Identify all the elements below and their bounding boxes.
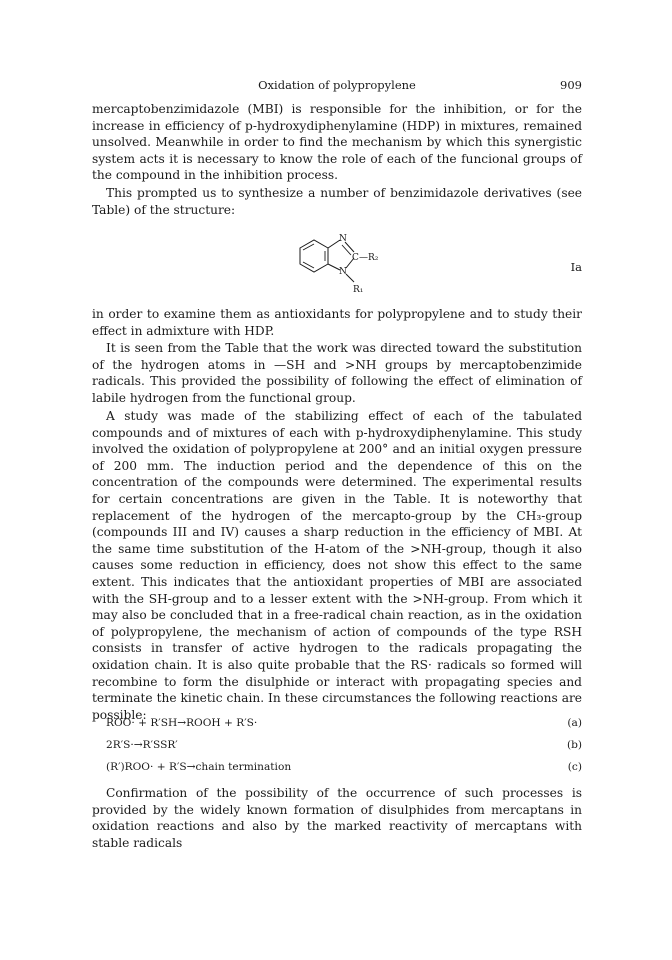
- page-number: 909: [560, 78, 582, 92]
- running-header: [92, 78, 582, 94]
- atom-n-bottom: N: [339, 267, 347, 277]
- paragraph-3: [92, 306, 582, 339]
- paragraph-text: Confirmation of the possibility of the occurrence of such processes is provided by the widely known formation of disulphides from mercaptans in oxidation reactions and also by the marked reactivity of mercaptans with stable radicals: [92, 786, 582, 850]
- paragraph-text: This prompted us to synthesize a number of benzimidazole derivatives (see Table) of the structure:: [92, 186, 582, 217]
- running-title: Oxidation of polypropylene: [258, 78, 416, 92]
- atom-n-top: N: [339, 234, 347, 244]
- paragraph-6: [92, 785, 582, 851]
- paragraph-4: [92, 340, 582, 406]
- paragraph-text: A study was made of the stabilizing effect of each of the tabulated compounds and of mixtures of each with p-hydroxydiphenylamine. This study involved the oxidation of polypropylene at 200° and an initial oxygen pressure of 200 mm. The induction period and the dependence of this on the concentration of the compounds were determined. The experimental results for certain concentrations are given in the Table. It is noteworthy that replacement of the hydrogen of the mercapto-group by the CH₃-group (compounds III and IV) causes a sharp reduction in the efficiency of MBI. At the same time substitution of the H-atom of the >NH-group, though it also causes some reduction in efficiency, does not show this effect to the same extent. This indicates that the antioxidant properties of MBI are associated with the SH-group and to a lesser extent with the >NH-group. From which it may also be concluded that in a free-radical chain reaction, as in the oxidation of polypropylene, the mechanism of action of compounds of the type RSH consists in transfer of active hydrogen to the radicals propagating the oxidation chain. It is also quite probable that the RS· radicals so formed will recombine to form the disulphide or interact with propagating species and terminate the kinetic chain. In these circumstances the following reactions are possible:: [92, 409, 582, 722]
- paragraph-text: It is seen from the Table that the work was directed toward the substitution of the hydrogen atoms in —SH and >NH groups by mercaptobenzimide radicals. This provided the possibility of following the effect of elimination of labile hydrogen from the functional group.: [92, 341, 582, 405]
- paragraph-text: in order to examine them as antioxidants for polypropylene and to study their effect in admixture with HDP.: [92, 307, 582, 338]
- bond-r2-label: —R₂: [359, 253, 379, 263]
- benzimidazole-structure-diagram: [282, 226, 432, 294]
- equation-tag: (c): [567, 761, 582, 773]
- chemical-structure-figure: [92, 226, 582, 294]
- bond-n-to-r1: [346, 274, 354, 282]
- paragraph-1: [92, 101, 582, 184]
- structure-label: Ia: [570, 260, 582, 274]
- benzene-ring: [300, 240, 328, 272]
- equation-tag: (b): [566, 739, 582, 751]
- paragraph-2: [92, 185, 582, 218]
- reaction-equations: [92, 717, 582, 783]
- paragraph-text: mercaptobenzimidazole (MBI) is responsible for the inhibition, or for the increase in efficiency of p-hydroxydiphenylamine (HDP) in mixtures, remained unsolved. Meanwhile in order to find the mechanism by which this synergistic system acts it is necessary to know the role of each of the funcional groups of the compound in the inhibition process.: [92, 102, 582, 183]
- equation-row: [92, 739, 582, 761]
- substituent-r1: R₁: [353, 285, 364, 294]
- equation-text: 2R′S·→R′SSR′: [106, 739, 178, 751]
- equation-text: ROO· + R′SH→ROOH + R′S·: [106, 717, 258, 729]
- paragraph-5: [92, 408, 582, 723]
- atom-c: C: [352, 253, 359, 263]
- equation-text: (R′)ROO· + R′S→chain termination: [106, 761, 292, 773]
- equation-tag: (a): [567, 717, 582, 729]
- equation-row: [92, 761, 582, 783]
- equation-row: [92, 717, 582, 739]
